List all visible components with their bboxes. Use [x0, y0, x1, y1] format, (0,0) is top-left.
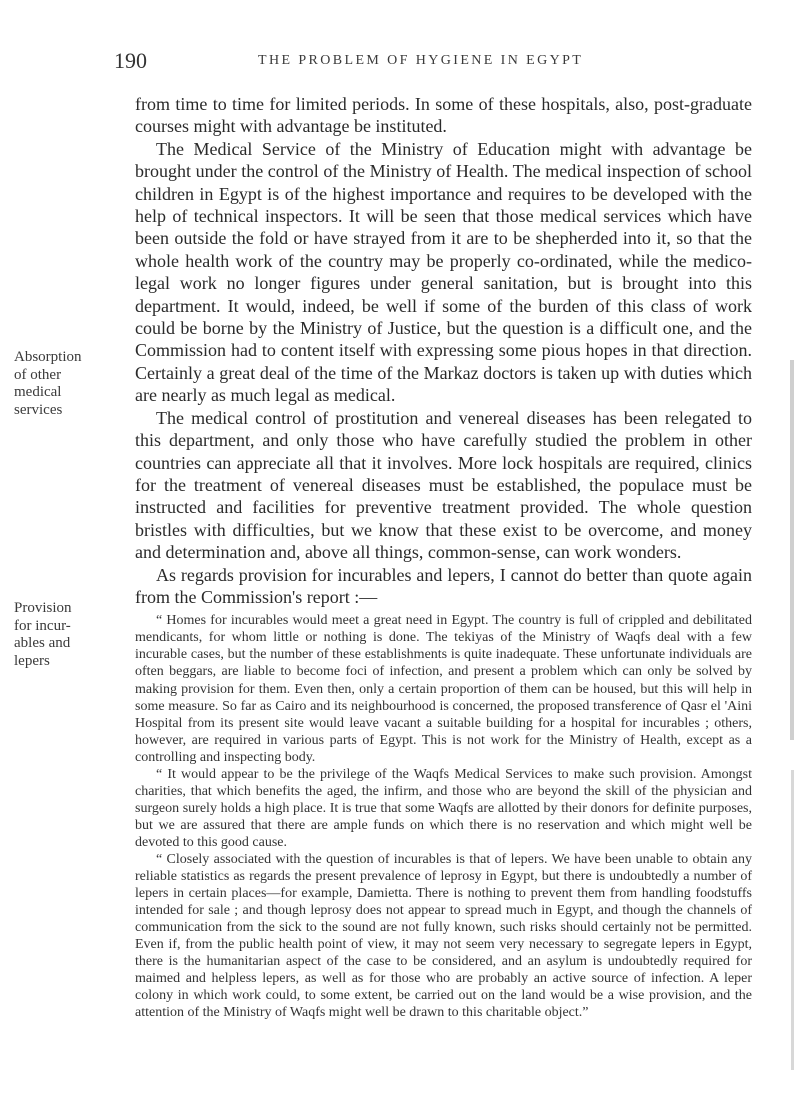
- sidenote-line: lepers: [14, 652, 50, 669]
- running-head: THE PROBLEM OF HYGIENE IN EGYPT: [258, 53, 584, 68]
- sidenote-line: for incur-: [14, 617, 71, 634]
- quote-paragraph: “ It would appear to be the privilege of the Waqfs Medical Services to make such provision. Amongst charities, that which benefits the aged, the infirm, and those who are beyond the skill of the physician and surgeon surely holds a high place. It is true that some Waqfs are allotted by their donors for definite purposes, but we are assured that there are ample funds on which there is no reservation and which might well be devoted to this good cause.: [135, 766, 752, 850]
- sidenote-absorption: [14, 349, 134, 419]
- paragraph: The medical control of prostitution and venereal diseases has been relegated to this department, and only those who have carefully studied the problem in other countries can appreciate all that it involves. More lock hospitals are required, clinics for the treatment of venereal diseases must be established, the populace must be instructed and facilities for preventive treatment provided. The whole question bristles with difficulties, but we know that these exist to be overcome, and money and determination and, above all things, common-sense, can work wonders.: [135, 407, 752, 563]
- sidenote-line: Absorption: [14, 349, 82, 365]
- quote-paragraph: “ Closely associated with the question of incurables is that of lepers. We have been unable to obtain any reliable statistics as regards the present prevalence of leprosy in Egypt, but there is undoubtedly a number of lepers in certain places—for example, Damietta. There is nothing to prevent them from handling foodstuffs intended for sale ; and though leprosy does not appear to spread much in Egypt, and though the channels of communication from the sick to the sound are not fully known, such risks should certainly not be permitted. Even if, from the public health point of view, it may not seem very necessary to segregate lepers in Egypt, there is the humanitarian aspect of the case to be considered, and an asylum is undoubtedly required for maimed and helpless lepers, as well as for those who are probably an active source of infection. A leper colony in which work could, to some extent, be carried out on the land would be a wise provision, and the attention of the Ministry of Waqfs might well be drawn to this charitable object.”: [135, 852, 752, 1021]
- page-header: [114, 48, 674, 78]
- quote-paragraph: “ Homes for incurables would meet a great need in Egypt. The country is full of crippled and debilitated mendicants, for whom little or nothing is done. The tekiyas of the Ministry of Waqfs deal with a few incurable cases, but the number of these establishments is quite inadequate. These unfortunate individuals are often beggars, are liable to become foci of infection, and present a problem which can only be solved by making provision for them. Even then, only a certain proportion of them can be housed, but this will help in some measure. So far as Cairo and its neighbourhood is concerned, the proposed transference of Qasr el 'Aini Hospital from its present site would leave vacant a suitable building for a hospital for incurables ; others, however, are required in various parts of Egypt. This is not work for the Ministry of Health, except as a controlling and inspecting body.: [135, 613, 752, 765]
- sidenote-line: medical: [14, 384, 62, 400]
- paragraph: The Medical Service of the Ministry of Education might with advantage be brought under the control of the Ministry of Health. The medical inspection of school children in Egypt is of the highest importance and requires to be developed with the help of technical inspectors. It will be seen that those medical services which have been outside the fold or have strayed from it are to be shepherded into it, so that the whole health work of the country may be properly co-ordinated, while the medico-legal work no longer figures under general sanitation, but is brought into this department. It would, indeed, be well if some of the burden of this class of work could be borne by the Ministry of Justice, but the question is a difficult one, and the Commission had to content itself with expressing some pious hopes in that direction. Certainly a great deal of the time of the Markaz doctors is taken up with duties which are nearly as much legal as medical.: [135, 138, 752, 406]
- page-number: 190: [114, 48, 147, 73]
- sidenote-provision: [14, 600, 134, 670]
- sidenote-line: of other: [14, 366, 62, 383]
- page-edge-shadow: [791, 770, 794, 1070]
- main-text-column: [135, 93, 752, 1021]
- paragraph: As regards provision for incurables and lepers, I cannot do better than quote again from the Commission's report :—: [135, 564, 752, 607]
- sidenote-line: ables and: [14, 635, 71, 651]
- sidenote-line: Provision: [14, 600, 72, 616]
- sidenote-line: services: [14, 401, 63, 418]
- paragraph: from time to time for limited periods. In some of these hospitals, also, post-graduate courses might with advantage be instituted.: [135, 94, 752, 137]
- page-edge-shadow: [790, 360, 794, 740]
